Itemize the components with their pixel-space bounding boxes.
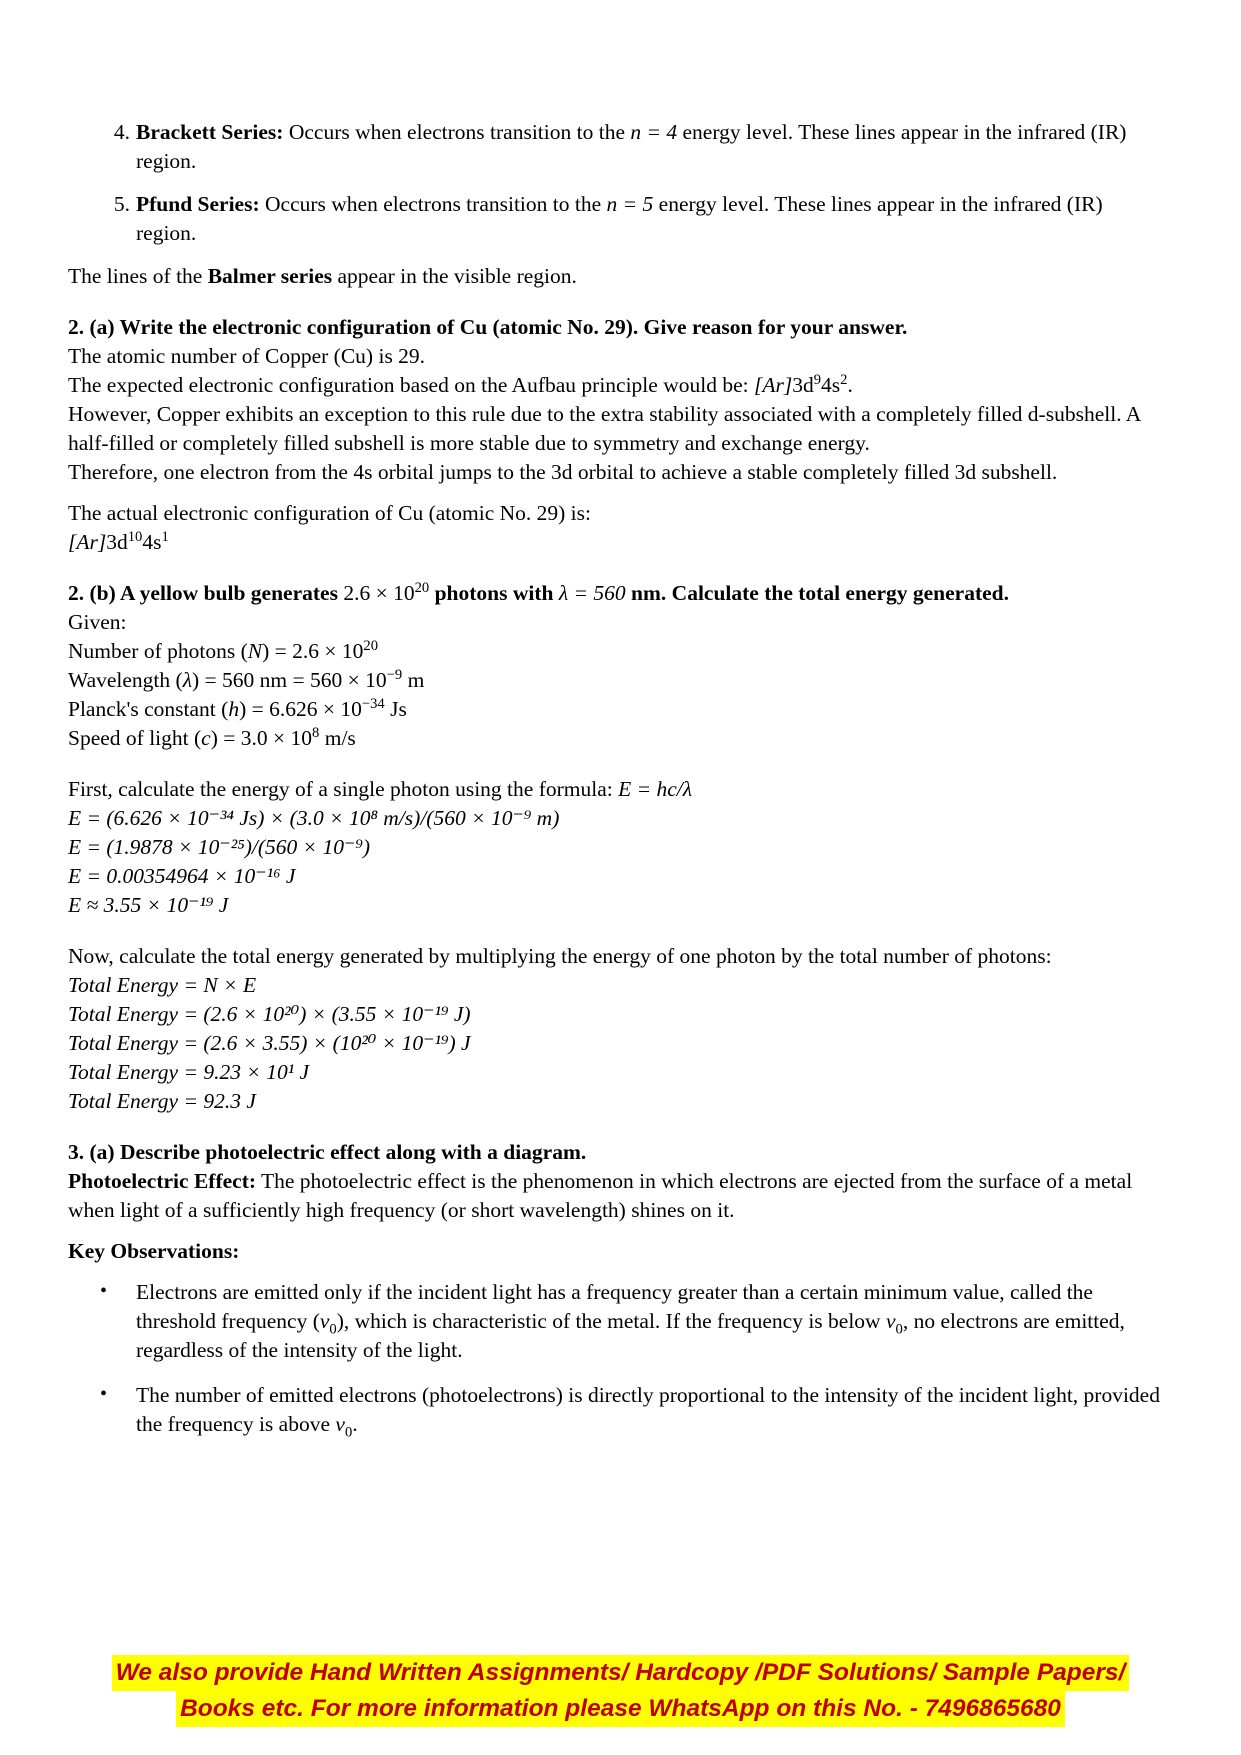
config-3d: 3d xyxy=(792,373,814,397)
q2a-line2-suffix: . xyxy=(847,373,853,397)
q2a-line2-prefix: The expected electronic configuration based on the Aufbau principle would be: xyxy=(68,373,754,397)
promo-footer xyxy=(0,1655,1241,1727)
q2a-line4: Therefore, one electron from the 4s orbital jumps to the 3d orbital to achieve a stable completely filled 3d subshell. xyxy=(68,460,1058,484)
key-observations-list xyxy=(68,1278,1163,1439)
answer-bracket: [Ar] xyxy=(68,530,107,554)
q2b-math1-sup: 20 xyxy=(414,579,430,596)
total-energy-step: Total Energy = (2.6 × 3.55) × (10²⁰ × 10⁻¹⁹) J xyxy=(68,1031,471,1055)
definition-text: The photoelectric effect is the phenomenon in which electrons are ejected from the surface of a metal when light of a sufficiently high frequency (or short wavelength) shines on it. xyxy=(68,1169,1133,1222)
total-energy-step: Total Energy = (2.6 × 10²⁰) × (3.55 × 10⁻¹⁹ J) xyxy=(68,1002,471,1026)
balmer-note-part1: The lines of the xyxy=(68,264,208,288)
q2b-heading-math1 xyxy=(343,581,429,605)
q2b-heading-part3: nm. Calculate the total energy generated. xyxy=(625,581,1009,605)
list-item xyxy=(68,190,1163,248)
nu-symbol: ν xyxy=(319,1309,330,1333)
answer-3d: 3d xyxy=(106,530,128,554)
series-text-after: energy level. These lines appear in the infrared (IR) region. xyxy=(136,120,1127,173)
energy-step: E ≈ 3.55 × 10⁻¹⁹ J xyxy=(68,893,229,917)
list-item xyxy=(68,118,1163,176)
answer-3d-sup: 10 xyxy=(127,528,143,545)
nu-subscript: 0 xyxy=(344,1424,353,1441)
config-3d-sup: 9 xyxy=(813,371,822,388)
given-row xyxy=(68,724,1163,753)
energy-step: E = (1.9878 × 10⁻²⁵)/(560 × 10⁻⁹) xyxy=(68,835,370,859)
answer-4s-sup: 1 xyxy=(161,528,169,545)
q2b-heading-part2: photons with xyxy=(429,581,559,605)
q2a-line2 xyxy=(68,371,1163,400)
given-symbol: λ xyxy=(182,668,192,692)
series-text-before: Occurs when electrons transition to the xyxy=(259,192,607,216)
list-item xyxy=(68,1278,1163,1365)
given-label-text: Speed of light ( xyxy=(68,726,202,750)
given-label-end: ) = xyxy=(210,726,241,750)
energy-step: E = 0.00354964 × 10⁻¹⁶ J xyxy=(68,864,296,888)
given-value-sup: −9 xyxy=(386,666,403,683)
first-calc-text: First, calculate the energy of a single photon using the formula: xyxy=(68,777,619,801)
balmer-note-bold: Balmer series xyxy=(207,264,333,288)
q2a-line3: However, Copper exhibits an exception to this rule due to the extra stability associated with a completely filled d-subshell. A half-filled or completely filled subshell is more stable due to symmetry and exchange energy. xyxy=(68,402,1141,455)
config-4s-sup: 2 xyxy=(840,371,848,388)
nu-symbol: ν xyxy=(335,1412,345,1436)
q2b-heading-part1: 2. (b) A yellow bulb generates xyxy=(68,581,344,605)
observation-part2: . xyxy=(352,1412,358,1436)
total-energy-step: Total Energy = N × E xyxy=(68,973,257,997)
list-marker: 4. xyxy=(113,120,130,144)
q2a-answer-config xyxy=(68,528,1163,557)
given-label-end: ) = xyxy=(262,639,293,663)
given-symbol: h xyxy=(228,697,240,721)
series-title: Pfund Series: xyxy=(136,192,260,216)
promo-footer-line-1: We also provide Hand Written Assignments/ Hardcopy /PDF Solutions/ Sample Papers/ xyxy=(112,1655,1130,1691)
given-value-sup: 8 xyxy=(312,724,320,741)
series-text-before: Occurs when electrons transition to the xyxy=(283,120,631,144)
total-energy-step: Total Energy = 9.23 × 10¹ J xyxy=(68,1060,310,1084)
key-observations-heading: Key Observations: xyxy=(68,1239,240,1263)
observation-part1: The number of emitted electrons (photoelectrons) is directly proportional to the intensity of the incident light, provided the frequency is above xyxy=(136,1383,1160,1436)
definition-term: Photoelectric Effect: xyxy=(68,1169,257,1193)
given-value: 560 × 10 xyxy=(310,668,387,692)
q2a-line5: The actual electronic configuration of Cu (atomic No. 29) is: xyxy=(68,501,591,525)
nu-subscript: 0 xyxy=(329,1321,337,1338)
series-title: Brackett Series: xyxy=(136,120,284,144)
given-symbol: N xyxy=(247,639,263,663)
observation-part2: ), which is characteristic of the metal. If the frequency is below xyxy=(336,1309,886,1333)
first-calc-line xyxy=(68,775,1163,804)
list-item xyxy=(68,1381,1163,1439)
given-symbol: c xyxy=(201,726,211,750)
given-label-text: Planck's constant ( xyxy=(68,697,229,721)
question-3a-heading: 3. (a) Describe photoelectric effect along with a diagram. xyxy=(68,1140,587,1164)
given-value: 2.6 × 10 xyxy=(292,639,364,663)
q2b-heading-math2: λ = 560 xyxy=(558,581,626,605)
config-bracket: [Ar] xyxy=(753,373,793,397)
given-value-sup: 20 xyxy=(363,637,379,654)
given-label-text: Wavelength ( xyxy=(68,668,183,692)
q2a-config-expected xyxy=(754,373,847,397)
promo-footer-line-2: Books etc. For more information please WhatsApp on this No. - 7496865680 xyxy=(176,1691,1065,1727)
given-row xyxy=(68,666,1163,695)
series-math: n = 5 xyxy=(606,192,654,216)
given-unit: m/s xyxy=(319,726,356,750)
given-value: 6.626 × 10 xyxy=(269,697,362,721)
given-label-end: ) = xyxy=(239,697,270,721)
given-value-sup: −34 xyxy=(361,695,385,712)
config-4s: 4s xyxy=(821,373,841,397)
series-math: n = 4 xyxy=(630,120,678,144)
given-row xyxy=(68,637,1163,666)
given-label-end: ) = 560 nm = xyxy=(192,668,311,692)
given-row xyxy=(68,695,1163,724)
given-value: 3.0 × 10 xyxy=(240,726,313,750)
given-label: Given: xyxy=(68,610,127,634)
given-unit: m xyxy=(402,668,425,692)
nu-symbol: ν xyxy=(885,1309,896,1333)
q2a-line1: The atomic number of Copper (Cu) is 29. xyxy=(68,344,426,368)
observation-symbol xyxy=(885,1309,903,1338)
observation-symbol xyxy=(335,1412,353,1441)
observation-part3: , no electrons are emitted, regardless of the intensity of the light. xyxy=(136,1309,1125,1362)
q2b-math1-mantissa: 2.6 × 10 xyxy=(343,581,415,605)
now-calc-text: Now, calculate the total energy generated by multiplying the energy of one photon by the total number of photons: xyxy=(68,944,1052,968)
bullet-icon: • xyxy=(100,1383,108,1405)
observation-part1: Electrons are emitted only if the incident light has a frequency greater than a certain minimum value, called the threshold frequency ( xyxy=(136,1280,1093,1333)
observation-symbol xyxy=(319,1309,337,1338)
energy-step: E = (6.626 × 10⁻³⁴ Js) × (3.0 × 10⁸ m/s)/(560 × 10⁻⁹ m) xyxy=(68,806,560,830)
given-label-text: Number of photons ( xyxy=(68,639,248,663)
first-calc-formula: E = hc/λ xyxy=(618,777,693,801)
bullet-icon: • xyxy=(100,1280,108,1302)
balmer-note xyxy=(68,262,1163,291)
spectral-series-list xyxy=(68,118,1163,248)
photoelectric-definition xyxy=(68,1167,1163,1225)
question-2b-heading xyxy=(68,579,1163,608)
list-marker: 5. xyxy=(113,192,130,216)
answer-4s: 4s xyxy=(142,530,162,554)
total-energy-step: Total Energy = 92.3 J xyxy=(68,1089,256,1113)
given-unit: Js xyxy=(384,697,407,721)
balmer-note-part2: appear in the visible region. xyxy=(332,264,577,288)
nu-subscript: 0 xyxy=(895,1321,903,1338)
series-text-after: energy level. These lines appear in the infrared (IR) region. xyxy=(136,192,1103,245)
question-2a-heading: 2. (a) Write the electronic configuration of Cu (atomic No. 29). Give reason for your answer. xyxy=(68,315,908,339)
